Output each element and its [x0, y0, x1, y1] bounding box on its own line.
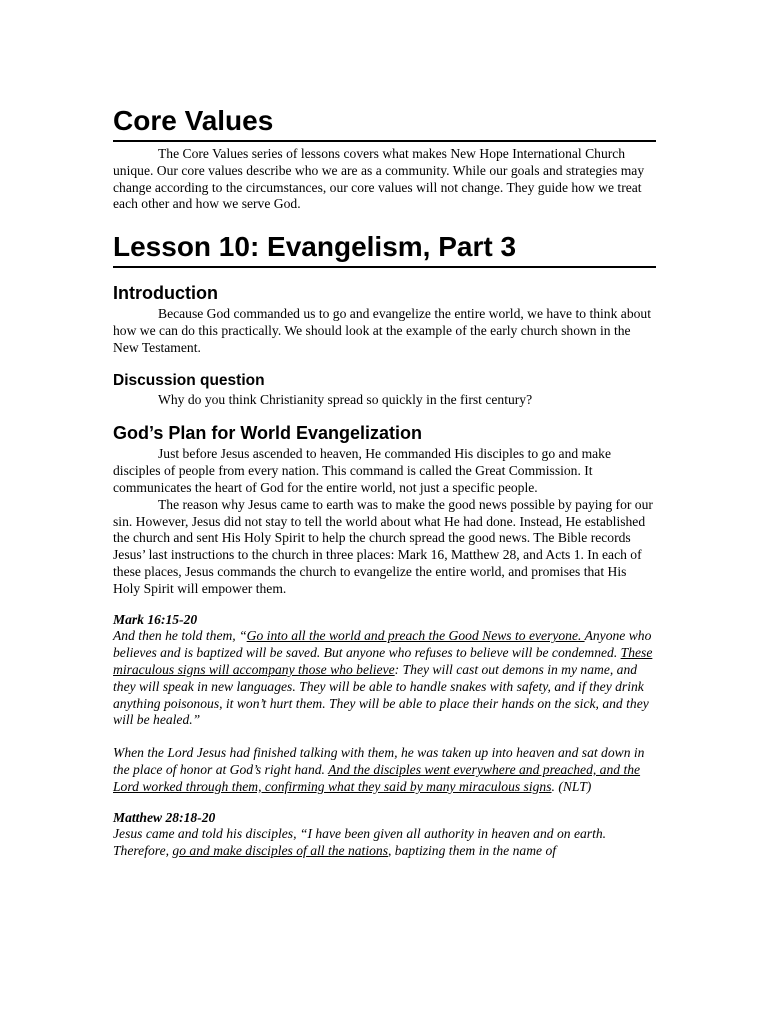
mark-passage-2: [113, 745, 656, 795]
mark-p2-underline: And the disciples went everywhere and preached, and the Lord worked through them, confirming what they said by many miraculous signs: [113, 761, 641, 794]
gods-plan-paragraph-2: The reason why Jesus came to earth was to make the good news possible by paying for our sin. However, Jesus did not stay to tell the world about what He had done. Instead, He established the church and sent His Holy Spirit to help the church spread the good news. The Bible records Jesus’ last instructions to the church in three places: Mark 16, Matthew 28, and Acts 1. In each of these places, Jesus commands the church to evangelize the entire world, and promises that His Holy Spirit will empower them.: [113, 496, 653, 596]
lesson-heading: Lesson 10: Evangelism, Part 3: [113, 230, 656, 268]
mark-reference: Mark 16:15-20: [113, 611, 198, 627]
mark-p1-text-b: Anyone who believes and is baptized will be saved. But anyone who refuses to believe will be condemned.: [113, 628, 652, 661]
matthew-passage: [113, 826, 656, 860]
mark-p1-underline-1: Go into all the world and preach the Good News to everyone.: [246, 628, 585, 644]
introduction-heading: Introduction: [113, 283, 218, 304]
mark-p1-underline-2: These miraculous signs will accompany those who believe: [113, 645, 653, 677]
matthew-underline: go and make disciples of all the nations: [172, 843, 388, 859]
core-values-intro: The Core Values series of lessons covers what makes New Hope International Church unique. Our core values describe who we are as a community. While our goals and strategies may change according to the circumstances, our core values will not change. They guide how we treat each other and how we serve God.: [113, 146, 645, 212]
matthew-text-b: , baptizing them in the name of: [388, 843, 557, 859]
document-page: [113, 104, 656, 860]
gods-plan-paragraph-1: Just before Jesus ascended to heaven, He commanded His disciples to go and make disciples of people from every nation. This command is called the Great Commission. It communicates the heart of God for the entire world, not just a specific people.: [113, 446, 612, 495]
matthew-reference: Matthew 28:18-20: [113, 809, 216, 825]
introduction-text: Because God commanded us to go and evangelize the entire world, we have to think about how we can do this practically. We should look at the example of the early church shown in the New Testament.: [113, 306, 651, 355]
gods-plan-heading: God’s Plan for World Evangelization: [113, 423, 423, 444]
core-values-heading: Core Values: [113, 104, 656, 142]
spacer: [113, 729, 656, 745]
discussion-text: Why do you think Christianity spread so quickly in the first century?: [158, 391, 533, 407]
mark-p1-text-c: : They will cast out demons in my name, and they will speak in new languages. They will be able to handle snakes with safety, and if they drink anything poisonous, it won’t hurt them. They will be able to place their hands on the sick, and they will be healed.”: [113, 661, 649, 728]
mark-p2-text-a: When the Lord Jesus had finished talking with them, he was taken up into heaven and sat down in the place of honor at God’s right hand.: [113, 745, 645, 777]
mark-passage-1: [113, 628, 656, 729]
matthew-text-a: Jesus came and told his disciples, “I have been given all authority in heaven and on earth. Therefore,: [113, 826, 607, 859]
mark-p1-text-a: And then he told them, “: [113, 628, 247, 644]
mark-p2-text-b: . (NLT): [551, 778, 592, 794]
discussion-heading: Discussion question: [113, 371, 265, 389]
